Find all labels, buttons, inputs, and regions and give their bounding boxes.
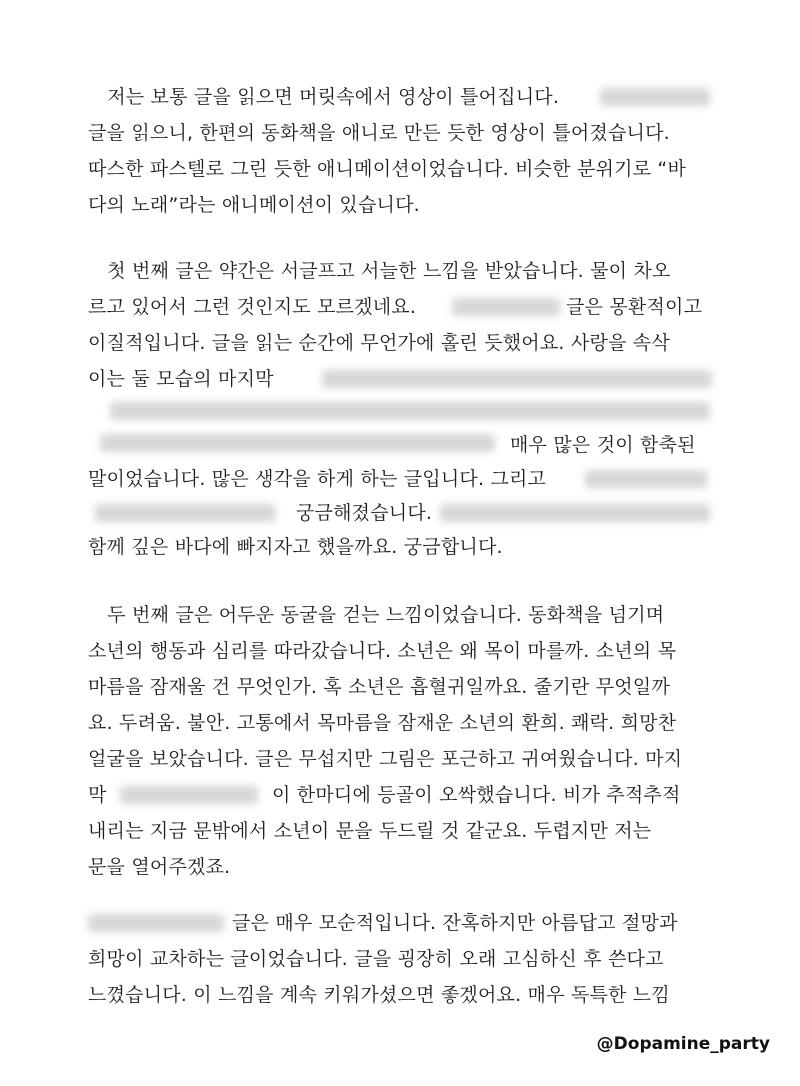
text-line: 이 한마디에 등골이 오싹했습니다. 비가 추적추적: [272, 784, 681, 806]
text-line: 다의 노래”라는 애니메이션이 있습니다.: [88, 194, 420, 216]
redacted-text: [110, 402, 710, 420]
text-line: 매우 많은 것이 함축된: [510, 434, 696, 456]
text-line: 궁금해졌습니다.: [296, 502, 433, 524]
text-line: 이질적입니다. 글을 읽는 순간에 무언가에 홀린 듯했어요. 사랑을 속삭: [88, 332, 670, 354]
text-line: 내리는 지금 문밖에서 소년이 문을 두드릴 것 같군요. 두렵지만 저는: [88, 820, 652, 842]
redacted-text: [95, 504, 275, 522]
redacted-text: [120, 786, 258, 804]
redacted-text: [100, 434, 495, 452]
text-line: 글은 매우 모순적입니다. 잔혹하지만 아름답고 절망과: [232, 912, 678, 934]
text-line: 르고 있어서 그런 것인지도 모르겠네요.: [88, 296, 417, 318]
text-line: 글은 몽환적이고: [566, 296, 703, 318]
text-line: 희망이 교차하는 글이었습니다. 글을 굉장히 오래 고심하신 후 쓴다고: [88, 948, 664, 970]
text-line: 문을 열어주겠죠.: [88, 856, 231, 878]
text-line: 소년의 행동과 심리를 따라갔습니다. 소년은 왜 목이 마를까. 소년의 목: [88, 640, 677, 662]
text-line: 요. 두려움. 불안. 고통에서 목마름을 잠재운 소년의 환희. 쾌락. 희망찬: [88, 712, 677, 734]
text-line: 느꼈습니다. 이 느낌을 계속 키워가셨으면 좋겠어요. 매우 독특한 느낌: [88, 984, 670, 1006]
text-line: 막: [88, 784, 107, 806]
text-line: 이는 둘 모습의 마지막: [88, 368, 274, 390]
text-line: 저는 보통 글을 읽으면 머릿속에서 영상이 틀어집니다.: [88, 86, 560, 108]
redacted-text: [88, 914, 224, 932]
text-line: 마름을 잠재울 건 무엇인가. 혹 소년은 흡혈귀일까요. 줄기란 무엇일까: [88, 676, 670, 698]
account-handle: @Dopamine_party: [596, 1034, 770, 1054]
text-line: 첫 번째 글은 약간은 서글프고 서늘한 느낌을 받았습니다. 물이 차오: [88, 260, 671, 282]
redacted-text: [585, 470, 707, 488]
text-line: 글을 읽으니, 한편의 동화책을 애니로 만든 듯한 영상이 틀어졌습니다.: [88, 122, 670, 144]
text-line: 두 번째 글은 어두운 동굴을 걷는 느낌이었습니다. 동화책을 넘기며: [88, 604, 665, 626]
redacted-text: [440, 504, 710, 522]
redacted-text: [600, 88, 710, 106]
redacted-text: [452, 298, 560, 316]
redacted-text: [322, 370, 712, 388]
text-line: 함께 깊은 바다에 빠지자고 했을까요. 궁금합니다.: [88, 536, 503, 558]
text-line: 말이었습니다. 많은 생각을 하게 하는 글입니다. 그리고: [88, 468, 547, 490]
text-line: 따스한 파스텔로 그린 듯한 애니메이션이었습니다. 비슷한 분위기로 “바: [88, 158, 687, 180]
text-line: 얼굴을 보았습니다. 글은 무섭지만 그림은 포근하고 귀여웠습니다. 마지: [88, 748, 683, 770]
